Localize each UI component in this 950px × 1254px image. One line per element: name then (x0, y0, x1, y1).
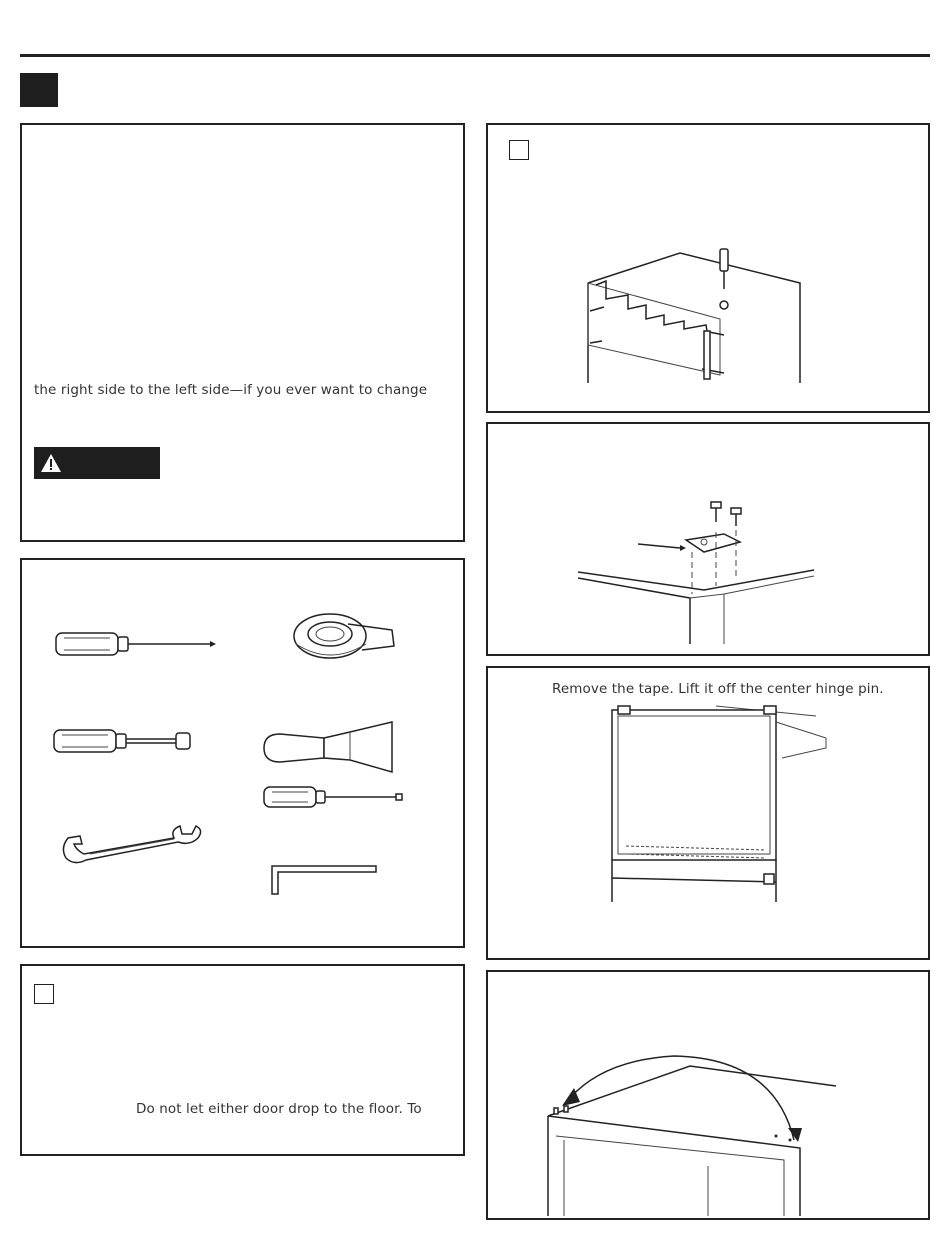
hinge-transfer-arrow-illustration (544, 1036, 844, 1216)
reversal-intro-panel (20, 123, 465, 542)
step-checkbox (34, 984, 54, 1004)
refrigerator-top-hinge-cover-illustration (584, 249, 824, 389)
putty-knife-icon (258, 720, 408, 780)
nut-driver-icon (52, 722, 202, 762)
hex-key-icon (270, 864, 390, 904)
lift-door-panel (486, 666, 930, 960)
freezer-door-lift-illustration (606, 702, 826, 902)
door-removal-step-panel (20, 964, 465, 1156)
lift-door-text: Remove the tape. Lift it off the center hinge pin. (552, 681, 884, 697)
exclamation-triangle-icon (40, 453, 62, 473)
hinge-cover-panel (486, 123, 930, 413)
masking-tape-icon (290, 608, 410, 668)
tools-panel (20, 558, 465, 948)
top-hinge-screws-illustration (574, 498, 814, 648)
section-number-badge (20, 73, 58, 107)
flat-screwdriver-icon (262, 782, 412, 814)
open-end-wrench-icon (58, 824, 208, 874)
warning-badge (34, 447, 160, 479)
step-text-line: Do not let either door drop to the floor. To (136, 1101, 422, 1117)
step-checkbox (509, 140, 529, 160)
intro-text-line: the right side to the left side—if you ever want to change (34, 382, 428, 398)
hinge-transfer-panel (486, 970, 930, 1220)
header-rule (20, 54, 930, 57)
top-hinge-panel (486, 422, 930, 656)
phillips-screwdriver-icon (54, 625, 234, 665)
